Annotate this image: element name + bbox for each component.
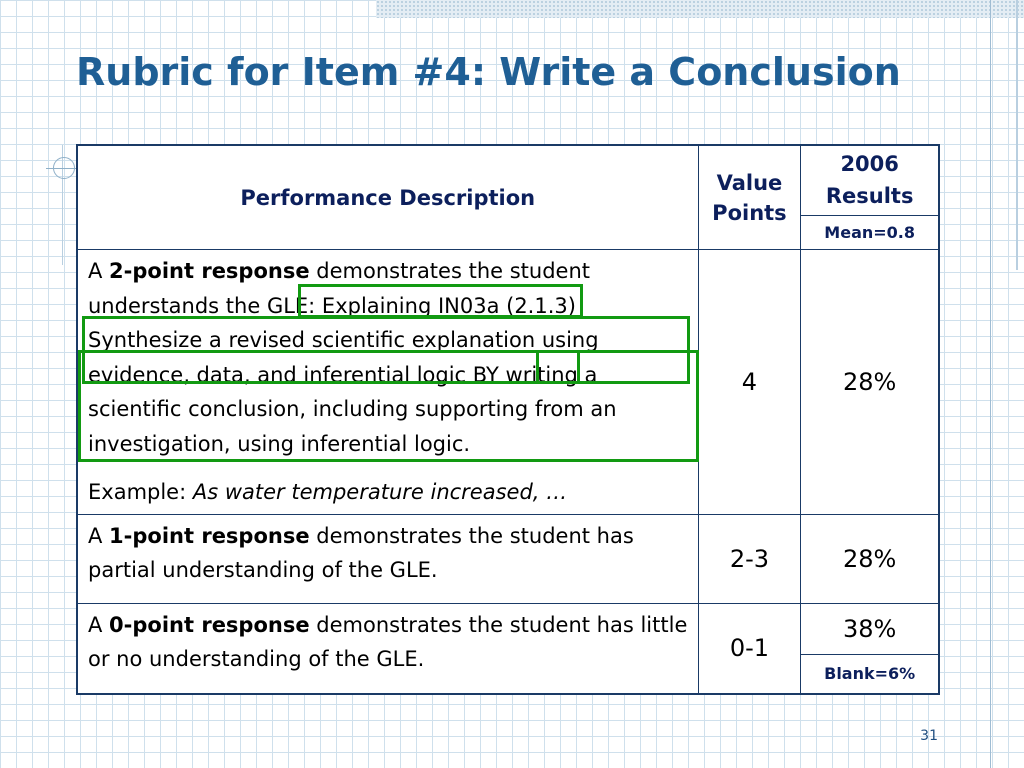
header-results-line2: Results <box>825 184 914 209</box>
table-row <box>77 514 939 603</box>
table-row <box>77 603 939 654</box>
row3-lead: A <box>88 612 110 637</box>
row2-points: 2-3 <box>698 514 801 603</box>
header-results-line1: 2006 <box>840 152 899 177</box>
row1-text: demonstrates the student understands the GLE: Explaining IN03a (2.1.3) Synthesize a revised scientific explanation using evidence, data, and inferential logic BY writing a scientific conclusion, including supporting from an investigation, using inferential logic. <box>88 259 617 456</box>
header-value-line2: Points <box>712 200 787 225</box>
row3-points: 0-1 <box>698 603 801 694</box>
row3-description <box>77 603 698 694</box>
row3-blank: Blank=6% <box>801 654 939 694</box>
row1-description <box>77 250 698 515</box>
header-value-points <box>698 145 801 250</box>
decorative-top-strip <box>376 0 1024 18</box>
slide-title: Rubric for Item #4: Write a Conclusion <box>76 50 901 94</box>
row1-example-text: As water temperature increased, … <box>192 480 568 504</box>
row1-result: 28% <box>801 250 939 515</box>
row2-lead: A <box>88 523 110 548</box>
row2-bold: 1-point response <box>109 523 310 548</box>
header-mean: Mean=0.8 <box>801 215 939 249</box>
header-results <box>801 145 939 215</box>
row2-result: 28% <box>801 514 939 603</box>
row1-points: 4 <box>698 250 801 515</box>
decorative-circle <box>53 157 75 179</box>
table-row <box>77 250 939 515</box>
header-performance-description: Performance Description <box>77 145 698 250</box>
row2-text: demonstrates the student has partial understanding of the GLE. <box>88 523 634 582</box>
rubric-table <box>76 144 940 695</box>
row1-example-label: Example: <box>88 480 193 504</box>
row3-text: demonstrates the student has little or no understanding of the GLE. <box>88 612 688 671</box>
decorative-line <box>1016 0 1018 270</box>
header-value-line1: Value <box>716 170 783 195</box>
row1-example <box>88 475 688 510</box>
row3-bold: 0-point response <box>109 612 310 637</box>
page-number: 31 <box>920 728 938 744</box>
row1-bold: 2-point response <box>109 259 310 283</box>
decorative-line <box>990 0 991 768</box>
row3-result: 38% <box>801 603 939 654</box>
row2-description <box>77 514 698 603</box>
row1-lead: A <box>88 259 110 283</box>
